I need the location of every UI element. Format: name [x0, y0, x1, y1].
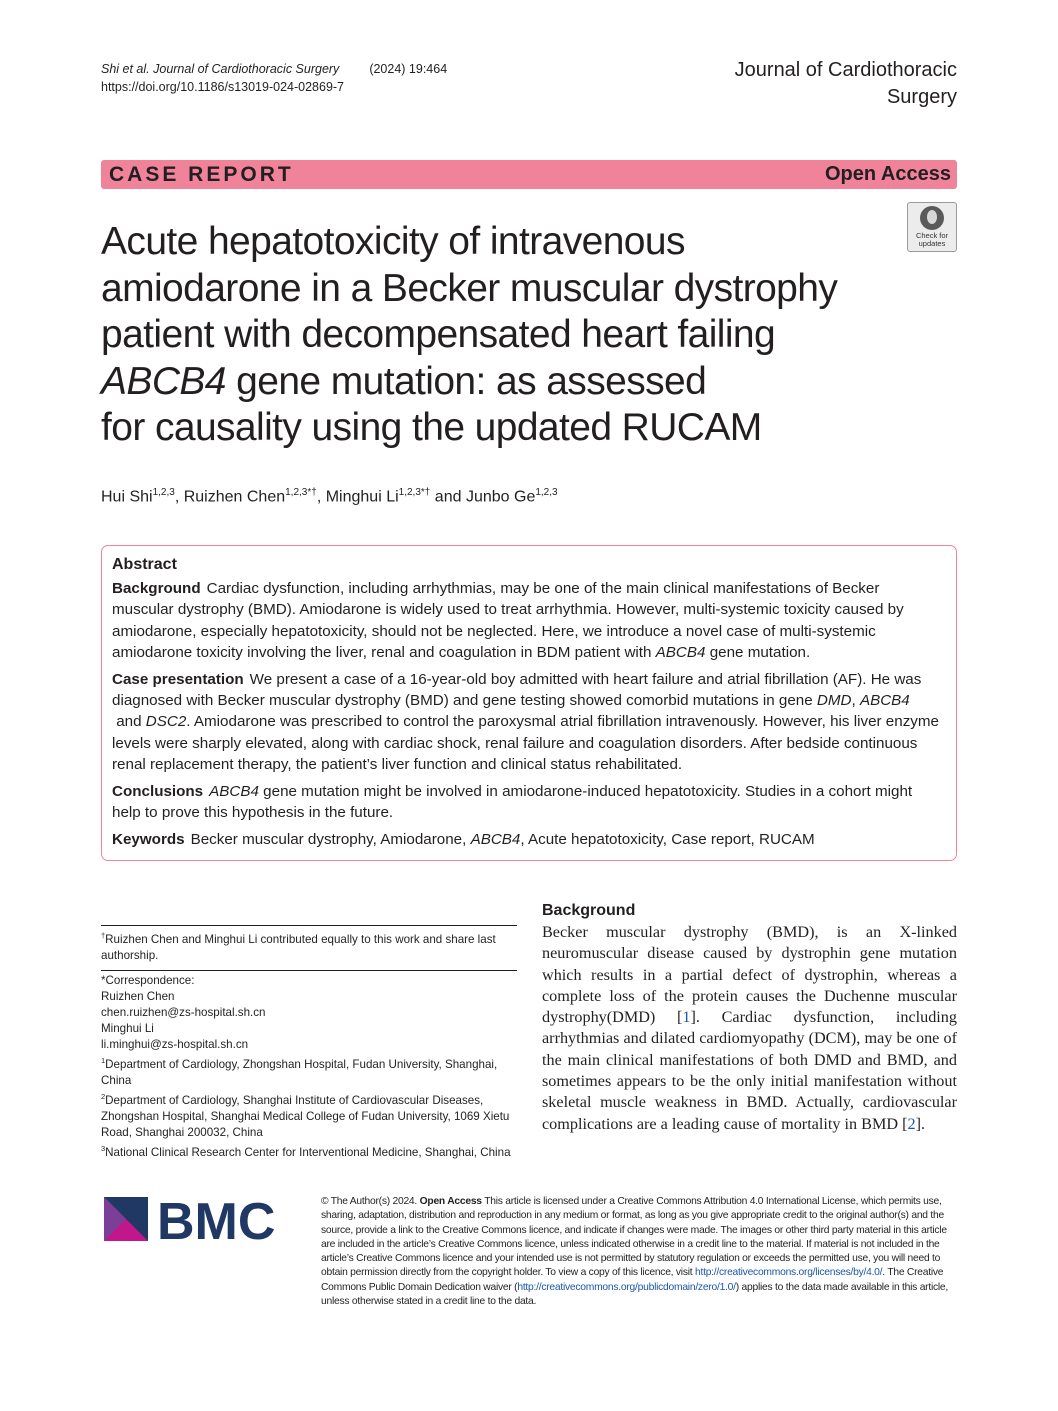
citation-author: Shi et al. Journal of Cardiothoracic Surgery: [101, 62, 340, 76]
author-name[interactable]: Ruizhen Chen: [183, 488, 286, 506]
open-access-label: Open Access: [825, 163, 951, 185]
logo-text: BMC: [157, 1193, 276, 1247]
abstract-heading: Abstract: [112, 556, 177, 573]
abstract-conclusions: Conclusions ABCB4 gene mutation might be involved in amiodarone-induced hepatotoxicity. Studies in a cohort might help to prove this hypothesis in the future.: [112, 783, 913, 822]
citation-year: (2024) 19:464: [369, 62, 448, 76]
email-link[interactable]: li.minghui@zs-hospital.sh.cn: [101, 1037, 249, 1051]
email-link[interactable]: chen.ruizhen@zs-hospital.sh.cn: [101, 1005, 266, 1019]
reference-link[interactable]: 1: [682, 1008, 691, 1027]
abstract-case-presentation: Case presentation We present a case of a 16-year-old boy admitted with heart failure and atrial fibrillation (AF). He was diagnosed with Becker muscular dystrophy (BMD) and gene testing showed comorbid mutations in gene DMD, ABCB4 and DSC2. Amiodarone was prescribed to control the paroxysmal atrial fibrillation intravenously. However, his liver enzyme levels were sharply elevated, along with cardiac shock, renal failure and coagulation disorders. After bedside continuous renal replacement therapy, the patient’s liver function and clinical status rehabilitated.: [112, 671, 939, 773]
article-type: CASE REPORT: [109, 163, 294, 186]
author-name[interactable]: Minghui Li: [325, 488, 399, 506]
equal-contribution-note: †Ruizhen Chen and Minghui Li contributed equally to this work and share last authorship.: [101, 931, 496, 962]
license-link[interactable]: http://creativecommons.org/licenses/by/4.0/: [695, 1267, 883, 1279]
abstract-background: Background Cardiac dysfunction, including arrhythmias, may be one of the main clinical manifestations of Becker muscular dystrophy (BMD). Amiodarone is widely used to treat arrhythmia. However, multi-systemic toxicity caused by amiodarone, especially hepatotoxicity, should not be neglected. Here, we introduce a novel case of multi-systemic amiodarone toxicity involving the liver, renal and coagulation in BDM patient with ABCB4 gene mutation.: [112, 580, 904, 661]
background-section: [542, 900, 957, 1135]
section-heading: Background: [542, 902, 636, 919]
affiliation: $^2$Department of Cardiology, Shanghai Institute of Cardiovascular Diseases, Zhongshan Hospital, Shanghai Medical College of Fudan University, 1069 Xietu Road, Shanghai 200032, China: [101, 1091, 510, 1139]
affiliation: $^3$National Clinical Research Center for Interventional Medicine, Shanghai, China: [101, 1143, 511, 1159]
body-paragraph: Becker muscular dystrophy (BMD), is an X-linked neuromuscular disease caused by dystrophin gene mutation which results in a partial defect of dystrophin, whereas a complete loss of the protein causes the Duchenne muscular dystrophy(DMD) [1]. Cardiac dysfunction, including arrhythmias and dilated cardiomyopathy (DCM), may be one of the main clinical manifestations of both DMD and BMD, and sometimes appears to be the only initial manifestation without skeletal muscle weakness in BMD. Actually, cardiovascular complications are a leading cause of mortality in BMD [2].: [542, 923, 957, 1133]
abstract-keywords: Keywords Becker muscular dystrophy, Amiodarone, ABCB4, Acute hepatotoxicity, Case report, RUCAM: [112, 831, 815, 849]
reference-link[interactable]: 2: [907, 1114, 916, 1133]
check-for-updates-button[interactable]: Check for updates: [907, 202, 957, 252]
author-list: Hui Shi$^{1,2,3}$, Ruizhen Chen$^{1,2,3*\dagger}$, Minghui $Li^{1,2,3*\dagger}$ and Junbo Ge$^{1,2,3}$: [101, 487, 558, 506]
footnotes: [101, 925, 517, 1160]
journal-name: Journal of Cardiothoracic Surgery: [734, 59, 957, 108]
article-title: Acute hepatotoxicity of intravenous amiodarone in a Becker muscular dystrophy patient with decompensated heart failing ABCB4 gene mutation: as assessed for causality using the updated RUCAM: [101, 220, 838, 449]
doi-link[interactable]: https://doi.org/10.1186/s13019-024-02869-7: [101, 80, 345, 94]
correspondence-block: *Correspondence: Ruizhen Chen chen.ruizhen@zs-hospital.sh.cn Minghui Li li.minghui@zs-hospital.sh.cn $^1$Department of Cardiology, Zhongshan Hospital, Fudan University, Shanghai, China $^2$Department of Cardiology, Shanghai Institute of Cardiovascular Diseases, Zhongshan Hospital, Shanghai Medical College of Fudan University, 1069 Xietu Road, Shanghai 200032, China $^3$National Clinical Research Center for Interventional Medicine, Shanghai, China: [101, 970, 517, 1161]
author-name[interactable]: Hui Shi: [101, 488, 153, 506]
article-type-banner: [101, 160, 957, 189]
public-domain-link[interactable]: http://creativecommons.org/publicdomain/zero/1.0/: [517, 1281, 736, 1293]
crossmark-icon: [920, 206, 944, 230]
author-name[interactable]: Junbo Ge: [465, 488, 536, 506]
bmc-logo: [101, 1193, 296, 1247]
license-statement: © The Author(s) 2024. Open Access This article is licensed under a Creative Commons Attribution 4.0 International License, which permits use, sharing, adaptation, distribution and reproduction in any medium or format, as long as you give appropriate credit to the original author(s) and the source, provide a link to the Creative Commons licence, and indicate if changes were made. The images or other third party material in this article are included in the article’s Creative Commons licence, unless indicated otherwise in a credit line to the material. If material is not included in the article’s Creative Commons licence and your intended use is not permitted by statutory regulation or exceeds the permitted use, you will need to obtain permission directly from the copyright holder. To view a copy of this licence, visit http://creativecommons.org/licenses/by/4.0/. The Creative Commons Public Domain Dedication waiver (http://creativecommons.org/publicdomain/zero/1.0/) applies to the data made available in this article, unless otherwise stated in a credit line to the data.: [321, 1196, 949, 1308]
running-header: [101, 60, 447, 96]
affiliation: $^1$Department of Cardiology, Zhongshan Hospital, Fudan University, Shanghai, China: [101, 1055, 498, 1087]
abstract-box: [101, 545, 957, 861]
